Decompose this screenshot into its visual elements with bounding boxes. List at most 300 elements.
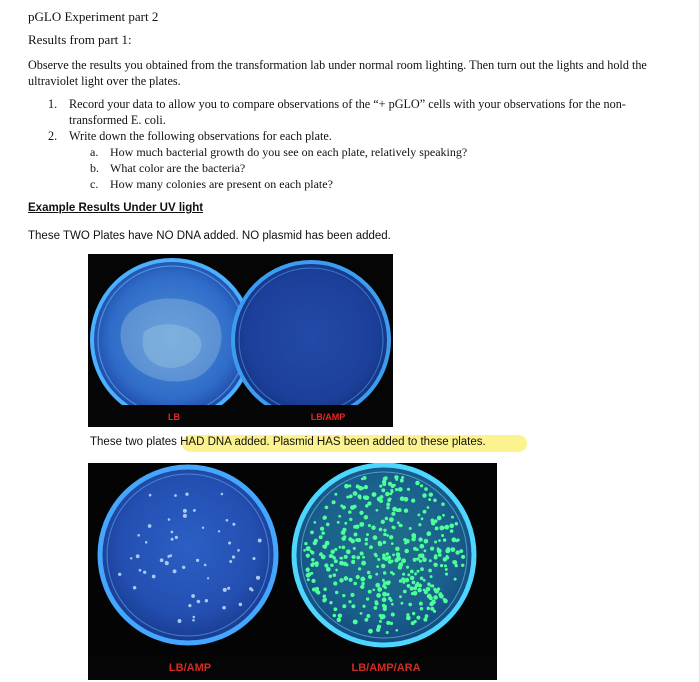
colony: [118, 573, 121, 576]
colony: [360, 585, 364, 589]
colony: [227, 587, 230, 590]
colony: [449, 523, 454, 528]
colony: [429, 493, 433, 497]
colony: [411, 498, 415, 502]
colony: [379, 528, 383, 532]
colony: [333, 573, 337, 577]
colony: [372, 492, 377, 497]
section-heading: Example Results Under UV light: [28, 202, 204, 214]
colony: [313, 521, 316, 524]
colony: [171, 531, 174, 534]
colony: [350, 539, 355, 544]
colony: [389, 517, 394, 522]
colony: [326, 567, 331, 572]
colony: [423, 510, 427, 514]
colony: [400, 524, 403, 527]
colony: [437, 587, 440, 590]
colony: [461, 555, 465, 559]
colony: [387, 498, 391, 502]
colony: [438, 539, 441, 542]
colony: [339, 557, 342, 560]
colony: [334, 493, 337, 496]
colony: [386, 621, 390, 625]
colony: [445, 568, 448, 571]
colony: [417, 570, 420, 573]
colony: [325, 506, 329, 510]
results-label: Results from part 1:: [28, 32, 132, 47]
colony: [382, 579, 385, 582]
colony: [433, 563, 437, 567]
colony: [434, 554, 437, 557]
colony: [383, 533, 387, 537]
colony: [363, 476, 367, 480]
colony: [386, 502, 390, 506]
colony: [175, 536, 178, 539]
sub-item-a: How much bacterial growth do you see on each plate, relatively speaking?: [110, 145, 468, 159]
colony: [330, 563, 334, 567]
colony: [395, 547, 400, 552]
colony: [306, 554, 310, 558]
colony: [365, 504, 368, 507]
colony: [376, 593, 381, 598]
colony: [353, 619, 358, 624]
colony: [361, 561, 366, 566]
colony: [193, 509, 196, 512]
colony: [338, 515, 341, 518]
colony: [433, 595, 438, 600]
colony: [428, 498, 431, 501]
colony: [348, 484, 351, 487]
colony: [384, 605, 387, 608]
colony: [428, 569, 432, 573]
colony: [446, 556, 449, 559]
colony: [430, 546, 434, 550]
colony: [395, 476, 398, 479]
colony: [451, 547, 456, 552]
colony: [359, 522, 364, 527]
list-item-2: Write down the following observations for each plate.: [69, 129, 332, 143]
colony: [455, 522, 459, 526]
colony: [373, 535, 378, 540]
colony: [404, 508, 408, 512]
colony: [366, 597, 369, 600]
colony: [390, 489, 393, 492]
colony: [368, 575, 372, 579]
colony: [461, 564, 464, 567]
colony: [455, 540, 458, 543]
colony: [431, 521, 436, 526]
colony: [205, 599, 208, 602]
colony: [378, 541, 382, 545]
colony: [446, 547, 450, 551]
colony: [425, 614, 429, 618]
colony: [368, 524, 371, 527]
colony: [441, 534, 444, 537]
colony: [192, 619, 195, 622]
colony: [251, 589, 254, 592]
colony: [376, 509, 379, 512]
colony: [303, 549, 306, 552]
colony: [438, 553, 442, 557]
colony: [358, 567, 361, 570]
colony: [417, 588, 422, 593]
colony: [185, 493, 188, 496]
colony: [442, 527, 445, 530]
colony: [410, 576, 414, 580]
colony: [326, 523, 330, 527]
colony: [364, 485, 368, 489]
colony: [218, 530, 220, 532]
colony: [375, 602, 379, 606]
colony: [390, 571, 393, 574]
colony: [435, 526, 439, 530]
colony: [416, 616, 420, 620]
colony: [346, 549, 351, 554]
colony: [342, 604, 346, 608]
no-dna-note: These TWO Plates have NO DNA added. NO plasmid has been added.: [28, 230, 391, 242]
colony: [400, 602, 403, 605]
colony: [427, 506, 430, 509]
colony: [171, 538, 174, 541]
colony: [223, 588, 227, 592]
colony: [306, 569, 309, 572]
colony: [324, 563, 328, 567]
colony: [343, 535, 346, 538]
colony: [369, 545, 373, 549]
colony: [379, 620, 382, 623]
colony: [406, 566, 409, 569]
colony: [381, 564, 386, 569]
colony: [421, 517, 424, 520]
colony: [410, 570, 414, 574]
colony: [400, 496, 405, 501]
colony: [379, 485, 382, 488]
colony: [348, 600, 351, 603]
colony: [307, 578, 310, 581]
colony: [360, 577, 365, 582]
colony: [232, 555, 235, 558]
colony: [389, 535, 393, 539]
colony: [222, 606, 226, 610]
colony: [442, 514, 445, 517]
colony: [419, 602, 423, 606]
colony: [382, 597, 387, 602]
colony: [387, 556, 391, 560]
colony: [229, 560, 232, 563]
colony: [344, 555, 348, 559]
colony: [397, 521, 400, 524]
colony: [391, 512, 395, 516]
colony: [350, 593, 354, 597]
sub-item-b: What color are the bacteria?: [110, 161, 246, 175]
colony: [398, 562, 403, 567]
colony: [418, 583, 422, 587]
colony: [350, 505, 355, 510]
colony: [383, 529, 386, 532]
colony: [366, 533, 369, 536]
label-lb-amp-ara: LB/AMP/ARA: [351, 662, 421, 674]
colony: [409, 527, 412, 530]
colony: [314, 561, 318, 565]
colony: [381, 520, 385, 524]
colony: [389, 492, 392, 495]
colony: [413, 558, 417, 562]
colony: [412, 612, 415, 615]
colony: [414, 572, 417, 575]
colony: [182, 566, 185, 569]
colony: [342, 546, 346, 550]
colony: [167, 555, 170, 558]
colony: [420, 567, 424, 571]
colony: [391, 542, 394, 545]
colony: [386, 552, 389, 555]
colony: [451, 516, 454, 519]
colony: [375, 583, 380, 588]
colony: [365, 542, 368, 545]
colony: [351, 560, 355, 564]
sub-marker-c: c.: [90, 177, 99, 191]
colony: [422, 493, 426, 497]
colony: [423, 618, 427, 622]
colony: [311, 558, 315, 562]
colony: [334, 607, 338, 611]
colony: [407, 573, 410, 576]
colony: [404, 549, 409, 554]
colony: [406, 613, 409, 616]
colony: [344, 522, 347, 525]
colony: [160, 558, 164, 562]
colony: [346, 496, 349, 499]
colony: [349, 578, 353, 582]
colony: [419, 559, 422, 562]
colony: [440, 564, 443, 567]
colony: [445, 573, 448, 576]
plate-lb-amp: [233, 262, 389, 418]
colony: [437, 516, 442, 521]
colony: [426, 531, 431, 536]
list-item-1-line1: Record your data to allow you to compare observations of the “+ pGLO” cells with your observations for the non-: [69, 97, 626, 111]
colony: [337, 618, 342, 623]
colony: [395, 629, 398, 632]
colony: [430, 585, 433, 588]
colony: [335, 569, 338, 572]
colony: [333, 614, 337, 618]
colony: [372, 588, 375, 591]
colony: [413, 547, 417, 551]
colony: [391, 612, 395, 616]
list-marker-2: 2.: [48, 129, 58, 143]
colony: [323, 588, 327, 592]
colony: [417, 513, 420, 516]
colony: [367, 571, 371, 575]
colony: [433, 610, 436, 613]
colony: [365, 538, 368, 541]
colony: [338, 614, 342, 618]
colony: [419, 544, 424, 549]
colony: [399, 579, 402, 582]
colony: [311, 562, 314, 565]
colony: [321, 531, 325, 535]
colony: [427, 607, 430, 610]
colony: [407, 488, 410, 491]
sub-marker-a: a.: [90, 145, 99, 159]
colony: [423, 579, 426, 582]
colony: [422, 557, 427, 562]
colony: [383, 541, 386, 544]
colony: [362, 605, 365, 608]
colony: [337, 521, 340, 524]
colony: [403, 590, 407, 594]
label-lb: LB: [168, 412, 180, 422]
colony: [315, 589, 319, 593]
colony: [418, 537, 422, 541]
colony: [341, 530, 346, 535]
colony: [310, 550, 313, 553]
colony: [383, 571, 386, 574]
colony: [401, 476, 404, 479]
colony: [366, 614, 370, 618]
colony: [455, 550, 459, 554]
colony: [386, 581, 391, 586]
colony: [371, 525, 376, 530]
colony: [353, 491, 358, 496]
colony: [395, 488, 398, 491]
colony: [348, 510, 352, 513]
colony: [368, 629, 373, 634]
colony: [202, 527, 204, 529]
colony: [408, 603, 412, 607]
colony: [356, 575, 360, 579]
colony: [391, 603, 394, 606]
colony: [390, 599, 393, 602]
colony: [183, 509, 187, 513]
colony: [354, 533, 358, 537]
colony: [207, 577, 209, 579]
colony: [430, 575, 433, 578]
colony: [197, 600, 201, 604]
colony: [390, 560, 393, 563]
colony: [174, 494, 177, 497]
colony: [405, 539, 409, 543]
colony: [418, 523, 421, 526]
colony: [361, 582, 364, 585]
colony: [258, 539, 262, 543]
colony: [386, 506, 389, 509]
colony: [385, 492, 389, 496]
colony: [310, 531, 314, 535]
colony: [353, 582, 356, 585]
colony: [420, 553, 425, 558]
colony: [360, 612, 363, 615]
colony: [392, 507, 397, 512]
colony: [398, 508, 402, 512]
photo-dna-plates: [88, 463, 497, 680]
colony: [339, 561, 344, 566]
colony: [433, 499, 437, 503]
colony: [424, 590, 428, 594]
colony: [349, 494, 353, 498]
colony: [188, 604, 191, 607]
colony: [148, 524, 152, 528]
colony: [375, 573, 378, 576]
colony: [398, 487, 403, 492]
colony: [333, 581, 337, 585]
colony: [353, 547, 356, 550]
colony: [431, 600, 436, 605]
colony: [252, 557, 255, 560]
colony: [345, 563, 348, 566]
sub-marker-b: b.: [90, 161, 99, 175]
colony: [393, 484, 396, 487]
colony: [357, 494, 361, 498]
colony: [363, 495, 367, 499]
colony: [401, 558, 406, 563]
label-lb-amp-dna: LB/AMP: [168, 662, 212, 674]
colony: [434, 540, 437, 543]
colony: [321, 554, 326, 559]
colony: [429, 596, 433, 600]
colony: [377, 558, 380, 561]
colony: [359, 511, 363, 515]
dna-note: These two plates HAD DNA added. Plasmid HAS been added to these plates.: [90, 436, 486, 448]
colony: [306, 546, 311, 551]
colony: [130, 557, 132, 559]
colony: [204, 564, 207, 567]
colony: [386, 593, 390, 597]
colony: [152, 575, 156, 579]
colony: [364, 515, 369, 520]
colony: [145, 541, 148, 544]
colony: [377, 587, 382, 592]
colony: [392, 526, 395, 529]
colony: [137, 534, 140, 537]
colony: [355, 524, 359, 528]
colony: [237, 549, 240, 552]
colony: [352, 555, 356, 559]
colony: [338, 546, 341, 549]
colony: [356, 484, 360, 488]
colony: [183, 514, 187, 518]
colony: [443, 599, 448, 604]
list-item-1-line2: transformed E. coli.: [69, 113, 166, 127]
colony: [332, 556, 335, 559]
colony: [453, 560, 457, 564]
colony: [439, 594, 444, 599]
colony: [362, 556, 365, 559]
colony: [191, 594, 195, 598]
colony: [351, 604, 355, 608]
colony: [407, 584, 411, 588]
colony: [329, 574, 333, 578]
colony: [330, 550, 334, 554]
colony: [441, 502, 445, 506]
colony: [377, 497, 382, 502]
colony: [424, 539, 429, 544]
colony: [322, 594, 326, 598]
colony: [178, 619, 182, 623]
colony: [400, 479, 404, 483]
colony: [313, 541, 317, 545]
colony: [196, 559, 199, 562]
colony: [420, 607, 423, 610]
list-marker-1: 1.: [48, 97, 58, 111]
colony: [344, 576, 349, 581]
colony: [403, 578, 406, 581]
colony: [368, 590, 372, 594]
colony: [360, 551, 364, 555]
colony: [402, 573, 405, 576]
instructions-paragraph: Observe the results you obtained from the transformation lab under normal room lighting. Then turn out the lights and hold the ultraviolet light over the plates.: [28, 58, 647, 88]
